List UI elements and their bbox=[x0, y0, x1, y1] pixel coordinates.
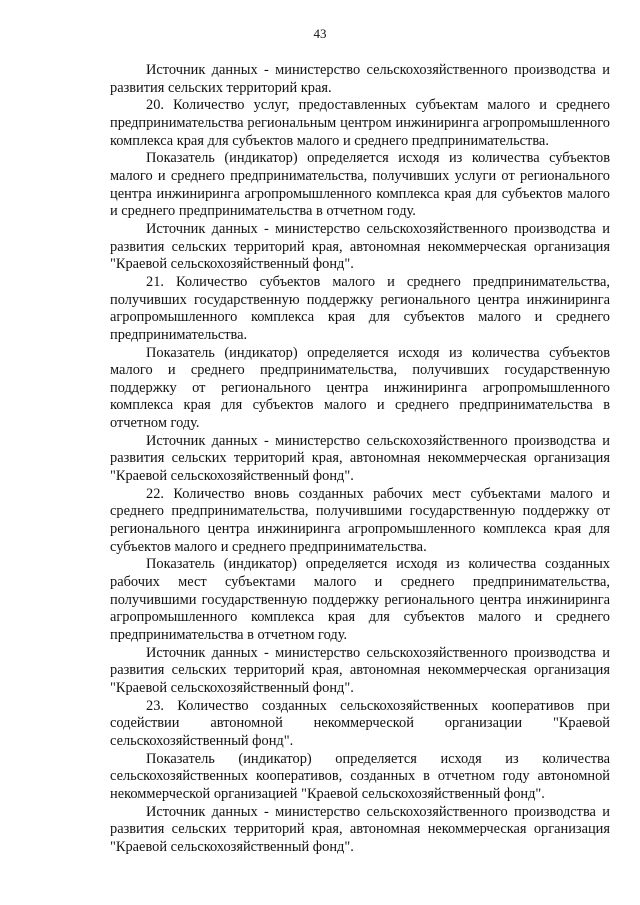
paragraph-indicator-22: Показатель (индикатор) определяется исходя из количества созданных рабочих мест субъектами малого и среднего предпринимательства, получившими государственную поддержку регионального центра инжиниринга агропромышленного комплекса края для субъектов малого и среднего предпринимательства в отчетном году. bbox=[110, 556, 610, 643]
paragraph-source-1: Источник данных - министерство сельскохозяйственного производства и развития сельских территорий края. bbox=[110, 62, 610, 96]
paragraph-item-20: 20. Количество услуг, предоставленных субъектам малого и среднего предпринимательства региональным центром инжиниринга агропромышленного комплекса края для субъектов малого и среднего предпринимательства. bbox=[110, 97, 610, 149]
paragraph-item-21: 21. Количество субъектов малого и среднего предпринимательства, получивших государственную поддержку регионального центра инжиниринга агропромышленного комплекса края для субъектов малого и среднего предпринимательства. bbox=[110, 273, 610, 343]
document-body bbox=[110, 62, 610, 857]
page-number: 43 bbox=[313, 26, 327, 41]
paragraph-indicator-20: Показатель (индикатор) определяется исходя из количества субъектов малого и среднего предпринимательства, получивших услуги от регионального центра инжиниринга агропромышленного комплекса края для субъектов малого и среднего предпринимательства в отчетном году. bbox=[110, 150, 610, 220]
paragraph-item-23: 23. Количество созданных сельскохозяйственных кооперативов при содействии автономной некоммерческой организации "Краевой сельскохозяйственный фонд". bbox=[110, 697, 610, 749]
paragraph-indicator-21: Показатель (индикатор) определяется исходя из количества субъектов малого и среднего предпринимательства, получивших государственную поддержку от регионального центра инжиниринга агропромышленного комплекса края для субъектов малого и среднего предпринимательства в отчетном году. bbox=[110, 344, 610, 432]
paragraph-source-23: Источник данных - министерство сельскохозяйственного производства и развития сельских территорий края, автономная некоммерческая организация "Краевой сельскохозяйственный фонд". bbox=[110, 803, 610, 855]
paragraph-source-21: Источник данных - министерство сельскохозяйственного производства и развития сельских территорий края, автономная некоммерческая организация "Краевой сельскохозяйственный фонд". bbox=[110, 432, 610, 485]
paragraph-item-22: 22. Количество вновь созданных рабочих мест субъектами малого и среднего предпринимательства, получившими государственную поддержку от регионального центра инжиниринга агропромышленного комплекса края для субъектов малого и среднего предпринимательства. bbox=[110, 485, 610, 555]
paragraph-indicator-23: Показатель (индикатор) определяется исходя из количества сельскохозяйственных кооперативов, созданных в отчетном году автономной некоммерческой организацией "Краевой сельскохозяйственный фонд". bbox=[110, 750, 610, 802]
paragraph-source-20: Источник данных - министерство сельскохозяйственного производства и развития сельских территорий края, автономная некоммерческая организация "Краевой сельскохозяйственный фонд". bbox=[110, 220, 610, 273]
paragraph-source-22: Источник данных - министерство сельскохозяйственного производства и развития сельских территорий края, автономная некоммерческая организация "Краевой сельскохозяйственный фонд". bbox=[110, 644, 610, 696]
